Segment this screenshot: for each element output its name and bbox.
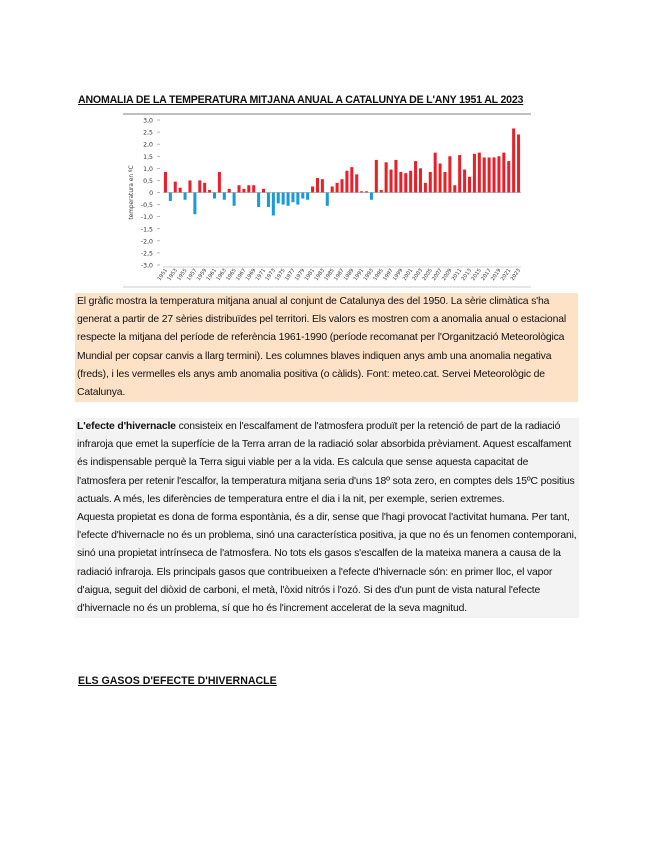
bar-1976 bbox=[287, 193, 290, 206]
section-title: ELS GASOS D'EFECTE D'HIVERNACLE bbox=[78, 675, 277, 687]
y-tick-label: -1,0 bbox=[140, 214, 153, 222]
bar-1999 bbox=[399, 172, 402, 193]
bar-2005 bbox=[429, 172, 432, 193]
bar-1996 bbox=[385, 162, 388, 192]
bar-2003 bbox=[419, 168, 422, 192]
bar-1963 bbox=[223, 193, 226, 200]
bar-1967 bbox=[242, 189, 245, 193]
x-tick-label: 1961 bbox=[205, 267, 219, 282]
y-tick-label: -2,0 bbox=[140, 238, 153, 246]
x-tick-label: 1967 bbox=[235, 267, 248, 282]
x-tick-label: 2013 bbox=[460, 267, 474, 282]
bar-1983 bbox=[321, 179, 324, 192]
x-tick-label: 1993 bbox=[362, 267, 376, 282]
bar-2014 bbox=[473, 154, 476, 193]
bar-1970 bbox=[257, 193, 260, 208]
bar-1961 bbox=[213, 193, 216, 199]
bar-1987 bbox=[340, 179, 343, 192]
bar-1979 bbox=[301, 193, 304, 199]
bar-1986 bbox=[336, 183, 339, 193]
x-tick-label: 1963 bbox=[215, 267, 228, 282]
bar-1993 bbox=[370, 193, 373, 200]
bar-2010 bbox=[453, 185, 456, 192]
bar-1994 bbox=[375, 160, 378, 193]
bar-2004 bbox=[424, 183, 427, 193]
bar-1952 bbox=[169, 193, 172, 201]
x-tick-label: 1987 bbox=[333, 267, 346, 282]
x-tick-label: 2017 bbox=[480, 267, 493, 282]
bar-1989 bbox=[350, 167, 353, 192]
y-tick-label: -1,5 bbox=[140, 226, 153, 234]
bar-2008 bbox=[443, 172, 446, 193]
bar-1975 bbox=[282, 193, 285, 205]
y-tick-label: -3,0 bbox=[140, 262, 153, 270]
x-tick-label: 1951 bbox=[156, 267, 170, 282]
x-tick-label: 2003 bbox=[411, 267, 425, 282]
y-tick-label: -0,5 bbox=[140, 202, 153, 210]
bar-1995 bbox=[380, 190, 383, 192]
bar-1959 bbox=[203, 183, 206, 193]
x-tick-label: 2015 bbox=[470, 267, 483, 282]
bar-2011 bbox=[458, 155, 461, 192]
bar-1969 bbox=[252, 185, 255, 192]
greenhouse-term: L'efecte d'hivernacle bbox=[77, 421, 176, 432]
y-tick-label: 1,0 bbox=[143, 165, 153, 173]
bar-1988 bbox=[345, 171, 348, 193]
x-tick-label: 1957 bbox=[186, 267, 199, 282]
bar-1974 bbox=[277, 193, 280, 204]
bar-1972 bbox=[267, 193, 270, 208]
y-tick-label: 0 bbox=[149, 190, 153, 197]
bar-1960 bbox=[208, 190, 211, 192]
bar-1962 bbox=[218, 172, 221, 193]
bar-2020 bbox=[502, 153, 505, 193]
x-tick-label: 1981 bbox=[303, 267, 317, 282]
bar-1971 bbox=[262, 189, 265, 193]
y-tick-label: -2,5 bbox=[140, 250, 153, 258]
bar-2009 bbox=[448, 156, 451, 192]
bar-1998 bbox=[394, 160, 397, 193]
x-tick-label: 1979 bbox=[293, 267, 307, 282]
y-tick-label: 0,5 bbox=[143, 177, 153, 185]
x-tick-label: 1991 bbox=[352, 267, 366, 282]
x-tick-label: 2005 bbox=[421, 267, 434, 282]
bar-2000 bbox=[404, 173, 407, 192]
bar-1984 bbox=[326, 193, 329, 206]
x-tick-label: 1995 bbox=[372, 267, 385, 282]
y-tick-label: 1,5 bbox=[143, 153, 153, 161]
x-tick-label: 1985 bbox=[323, 267, 336, 282]
bar-2012 bbox=[463, 170, 466, 193]
x-tick-label: 1975 bbox=[274, 267, 287, 282]
bar-2022 bbox=[512, 128, 515, 192]
bar-1953 bbox=[174, 182, 177, 193]
chart-description-paragraph: El gràfic mostra la temperatura mitjana anual al conjunt de Catalunya des del 1950. La sèrie climàtica s'ha generat a partir de 27 sèries distribuïdes pel territori. Els valors es mostren com a anomalia anual o estacional respecte la mitjana del període de referència 1961-1990 (període recomanat per l'Organització Meteorològica Mundial per copsar canvis a llarg termini). Les columnes blaves indiquen anys amb una anomalia negativa (freds), i les vermelles els anys amb anomalia positiva (o càlids). Font: meteo.cat. Servei Meteorològic de Catalunya. bbox=[75, 293, 578, 402]
bar-1977 bbox=[291, 193, 294, 203]
x-tick-label: 1959 bbox=[195, 267, 209, 282]
bar-2015 bbox=[478, 153, 481, 193]
greenhouse-definition-text: consisteix en l'escalfament de l'atmosfera produït per la retenció de part de la radiació infraroja que emet la superfície de la Terra arran de la radiació solar absorbida prèviament. Aquest escalfament és indispensable perquè la Terra sigui viable per a la vida. Es calcula que sense aquesta capacitat de l'atmosfera per retenir l'escalfor, la temperatura mitjana seria d'uns 18º sota zero, en comptes dels 15ºC positius actuals. A més, les diferències de temperatura entre el dia i la nit, per exemple, serien extremes. bbox=[77, 421, 575, 505]
x-tick-label: 1977 bbox=[284, 267, 297, 282]
bar-1964 bbox=[228, 189, 231, 193]
x-tick-label: 1983 bbox=[313, 267, 327, 282]
bar-2001 bbox=[409, 171, 412, 193]
bar-1973 bbox=[272, 193, 275, 216]
x-tick-label: 2021 bbox=[499, 267, 513, 282]
y-tick-label: 3,0 bbox=[143, 117, 153, 125]
bar-1990 bbox=[355, 174, 358, 192]
bar-1966 bbox=[237, 185, 240, 192]
bar-2016 bbox=[483, 157, 486, 192]
greenhouse-definition-paragraph bbox=[77, 418, 577, 509]
bar-1978 bbox=[296, 193, 299, 205]
bar-1981 bbox=[311, 186, 314, 192]
x-tick-label: 1999 bbox=[391, 267, 405, 282]
bar-2017 bbox=[488, 157, 491, 192]
x-tick-label: 1969 bbox=[244, 267, 258, 282]
bar-1982 bbox=[316, 178, 319, 193]
greenhouse-property-paragraph: Aquesta propietat es dona de forma espontània, és a dir, sense que l'hagi provocat l'activitat humana. Per tant, l'efecte d'hivernacle no és un problema, sinó una característica positiva, ja que no és un fenomen contemporani, sinó una propietat intrínseca de l'atmosfera. No tots els gasos s'escalfen de la mateixa manera a causa de la radiació infraroja. Els principals gasos que contribueixen a l'efecte d'hivernacle són: en primer lloc, el vapor d'aigua, seguit del diòxid de carboni, el metà, l'òxid nitrós i l'ozó. Si des d'un punt de vista natural l'efecte d'hivernacle no és un problema, sí que ho és l'increment accelerat de la seva magnitud. bbox=[77, 512, 577, 615]
bar-2006 bbox=[434, 153, 437, 193]
bar-1997 bbox=[390, 170, 393, 193]
bar-2013 bbox=[468, 177, 471, 193]
x-tick-label: 1989 bbox=[342, 267, 356, 282]
x-tick-label: 1997 bbox=[382, 267, 395, 282]
temperature-anomaly-chart bbox=[123, 112, 531, 288]
bar-1958 bbox=[198, 180, 201, 192]
x-tick-label: 1953 bbox=[166, 267, 179, 282]
x-tick-label: 1971 bbox=[254, 267, 268, 282]
y-axis-label: temperatura en ºC bbox=[129, 165, 135, 220]
bar-2007 bbox=[439, 164, 442, 193]
bar-1965 bbox=[233, 193, 236, 206]
bar-1957 bbox=[193, 193, 196, 215]
x-tick-label: 2023 bbox=[509, 267, 523, 282]
x-tick-label: 1973 bbox=[264, 267, 277, 282]
y-tick-label: 2,5 bbox=[143, 129, 153, 137]
x-tick-label: 1955 bbox=[176, 267, 189, 282]
x-tick-label: 2011 bbox=[450, 267, 464, 282]
x-tick-label: 2019 bbox=[490, 267, 503, 282]
x-tick-label: 2009 bbox=[441, 267, 454, 282]
bar-1951 bbox=[164, 172, 167, 193]
y-tick-label: 2,0 bbox=[143, 141, 153, 149]
bar-2019 bbox=[497, 156, 500, 192]
bar-1968 bbox=[247, 185, 250, 192]
x-tick-label: 2007 bbox=[431, 267, 444, 282]
bar-1985 bbox=[331, 186, 334, 192]
bar-1980 bbox=[306, 193, 309, 200]
x-tick-label: 2001 bbox=[401, 267, 415, 282]
bar-2021 bbox=[507, 161, 510, 192]
bar-2018 bbox=[493, 157, 496, 192]
x-tick-label: 1965 bbox=[225, 267, 238, 282]
document-title: ANOMALIA DE LA TEMPERATURA MITJANA ANUAL A CATALUNYA DE L'ANY 1951 AL 2023 bbox=[78, 94, 524, 106]
bar-1956 bbox=[188, 180, 191, 192]
bar-2023 bbox=[517, 135, 520, 193]
chart-svg bbox=[123, 112, 531, 288]
bar-2002 bbox=[414, 161, 417, 192]
bar-1954 bbox=[179, 188, 182, 193]
bar-1955 bbox=[184, 193, 187, 200]
greenhouse-effect-text bbox=[75, 418, 579, 618]
